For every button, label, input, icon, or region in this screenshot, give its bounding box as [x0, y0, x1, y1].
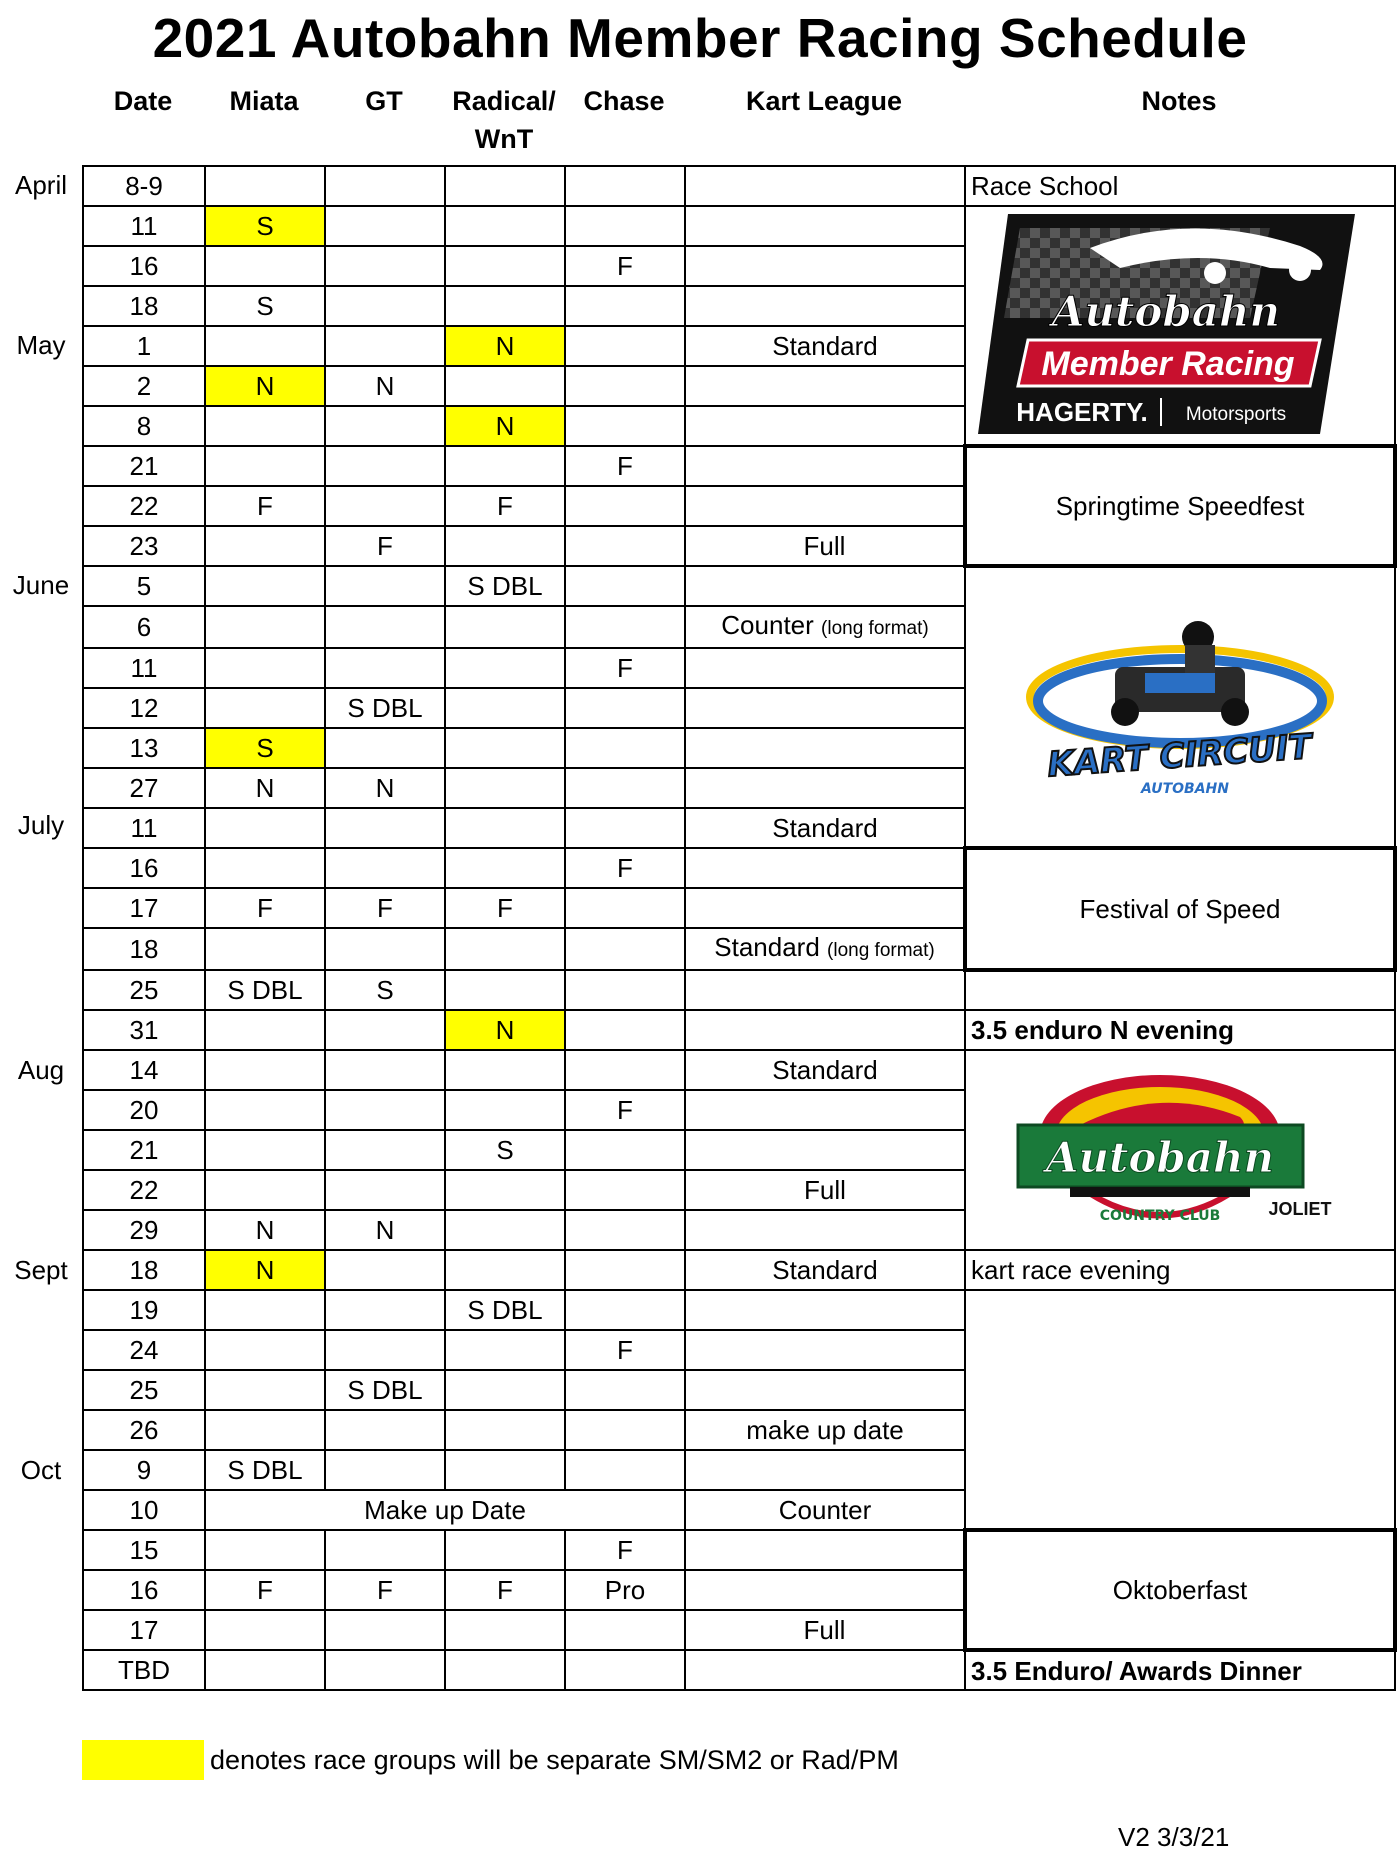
gt-cell — [325, 1130, 445, 1170]
gt-cell: N — [325, 1210, 445, 1250]
date-cell: 8 — [83, 406, 205, 446]
miata-cell — [205, 406, 325, 446]
radical-cell — [445, 1530, 565, 1570]
page-title: 2021 Autobahn Member Racing Schedule — [152, 7, 1248, 69]
legend-highlight-swatch — [82, 1740, 204, 1780]
radical-cell: N — [445, 326, 565, 366]
date-cell: 25 — [83, 970, 205, 1010]
chase-cell — [565, 888, 685, 928]
month-label: Aug — [17, 1055, 65, 1085]
kart-cell: Standard — [685, 1250, 965, 1290]
chase-cell — [565, 486, 685, 526]
miata-cell — [205, 648, 325, 688]
chase-cell — [565, 606, 685, 648]
header-notes: Notes — [1141, 86, 1217, 116]
gt-cell — [325, 848, 445, 888]
kart-value: Standard — [714, 932, 820, 962]
header-date: Date — [113, 86, 173, 116]
gt-cell — [325, 166, 445, 206]
table-row — [83, 1530, 1395, 1570]
kart-cell — [685, 1370, 965, 1410]
chase-cell — [565, 566, 685, 606]
miata-cell — [205, 1650, 325, 1690]
radical-cell: S DBL — [445, 1290, 565, 1330]
miata-cell: S — [205, 728, 325, 768]
kart-cell: Standard — [685, 326, 965, 366]
date-cell: 25 — [83, 1370, 205, 1410]
chase-cell — [565, 1010, 685, 1050]
radical-cell — [445, 970, 565, 1010]
date-cell: 26 — [83, 1410, 205, 1450]
kart-cell — [685, 768, 965, 808]
date-cell: 2 — [83, 366, 205, 406]
chase-cell: Pro — [565, 1570, 685, 1610]
miata-cell: N — [205, 1210, 325, 1250]
make-up-date-merged-cell: Make up Date — [205, 1490, 685, 1530]
kart-cell: Full — [685, 526, 965, 566]
chase-cell — [565, 1410, 685, 1450]
table-row — [83, 1050, 1395, 1090]
date-cell: 16 — [83, 246, 205, 286]
radical-cell — [445, 1610, 565, 1650]
miata-cell — [205, 1530, 325, 1570]
gt-cell — [325, 1330, 445, 1370]
chase-cell — [565, 1170, 685, 1210]
month-label: Oct — [20, 1455, 62, 1485]
kart-cell — [685, 1650, 965, 1690]
gt-cell — [325, 808, 445, 848]
month-label: July — [17, 810, 65, 840]
kart-cell — [685, 888, 965, 928]
month-label: Sept — [14, 1255, 68, 1285]
kart-cell — [685, 446, 965, 486]
chase-cell — [565, 166, 685, 206]
table-row — [83, 166, 1395, 206]
chase-cell — [565, 688, 685, 728]
gt-cell — [325, 1090, 445, 1130]
radical-cell: S DBL — [445, 566, 565, 606]
kart-cell — [685, 246, 965, 286]
gt-cell: N — [325, 366, 445, 406]
gt-cell — [325, 1610, 445, 1650]
header-radical — [444, 82, 564, 158]
kart-cell — [685, 406, 965, 446]
month-label: June — [12, 570, 70, 600]
miata-cell — [205, 688, 325, 728]
table-row — [83, 566, 1395, 606]
notes-cell-empty-block — [965, 1290, 1395, 1530]
miata-cell: S — [205, 206, 325, 246]
miata-cell — [205, 928, 325, 970]
radical-cell — [445, 648, 565, 688]
miata-cell — [205, 1410, 325, 1450]
kart-cell — [685, 1210, 965, 1250]
radical-cell — [445, 928, 565, 970]
miata-cell — [205, 446, 325, 486]
radical-cell — [445, 246, 565, 286]
notes-springtime-speedfest: Springtime Speedfest — [965, 446, 1395, 566]
kart-cell — [685, 286, 965, 326]
header-chase: Chase — [583, 86, 665, 116]
header-radical-line2: WnT — [474, 124, 534, 154]
date-cell: 9 — [83, 1450, 205, 1490]
miata-cell — [205, 1010, 325, 1050]
gt-cell — [325, 406, 445, 446]
kart-cell — [685, 366, 965, 406]
chase-cell — [565, 1210, 685, 1250]
date-cell: 18 — [83, 928, 205, 970]
header-kart-league: Kart League — [745, 86, 903, 116]
date-cell: 11 — [83, 808, 205, 848]
gt-cell: F — [325, 526, 445, 566]
kart-cell — [685, 1130, 965, 1170]
kart-format-note: (long format) — [821, 618, 929, 639]
radical-cell — [445, 688, 565, 728]
miata-cell — [205, 526, 325, 566]
radical-cell — [445, 286, 565, 326]
date-cell: 21 — [83, 1130, 205, 1170]
date-cell: 31 — [83, 1010, 205, 1050]
radical-cell — [445, 808, 565, 848]
miata-cell: S DBL — [205, 1450, 325, 1490]
radical-cell — [445, 1370, 565, 1410]
gt-cell: S DBL — [325, 1370, 445, 1410]
kart-cell — [685, 1450, 965, 1490]
date-cell: 17 — [83, 888, 205, 928]
radical-cell — [445, 446, 565, 486]
gt-cell — [325, 928, 445, 970]
radical-cell — [445, 526, 565, 566]
radical-cell: S — [445, 1130, 565, 1170]
date-cell: 22 — [83, 486, 205, 526]
date-cell: 18 — [83, 1250, 205, 1290]
date-cell: 22 — [83, 1170, 205, 1210]
miata-cell — [205, 1050, 325, 1090]
chase-cell — [565, 286, 685, 326]
kart-cell — [685, 970, 965, 1010]
kart-cell — [685, 206, 965, 246]
miata-cell — [205, 1130, 325, 1170]
chase-cell — [565, 326, 685, 366]
gt-cell — [325, 1290, 445, 1330]
miata-cell: N — [205, 768, 325, 808]
gt-cell: F — [325, 1570, 445, 1610]
chase-cell — [565, 970, 685, 1010]
gt-cell: N — [325, 768, 445, 808]
date-cell: 11 — [83, 206, 205, 246]
radical-cell — [445, 768, 565, 808]
chase-cell — [565, 728, 685, 768]
kart-cell: Counter — [685, 1490, 965, 1530]
miata-cell: F — [205, 486, 325, 526]
chase-cell — [565, 1370, 685, 1410]
chase-cell — [565, 366, 685, 406]
radical-cell — [445, 1210, 565, 1250]
miata-cell: S DBL — [205, 970, 325, 1010]
miata-cell — [205, 246, 325, 286]
kart-format-note: (long format) — [827, 940, 935, 961]
kart-cell: Full — [685, 1170, 965, 1210]
miata-cell — [205, 1290, 325, 1330]
gt-cell — [325, 206, 445, 246]
gt-cell: S DBL — [325, 688, 445, 728]
radical-cell: F — [445, 1570, 565, 1610]
notes-cell: Race School — [965, 166, 1395, 206]
chase-cell — [565, 928, 685, 970]
chase-cell — [565, 1250, 685, 1290]
table-row — [83, 206, 1395, 246]
date-cell: 14 — [83, 1050, 205, 1090]
date-cell: 5 — [83, 566, 205, 606]
gt-cell — [325, 246, 445, 286]
date-cell: 18 — [83, 286, 205, 326]
date-cell: 12 — [83, 688, 205, 728]
header-miata: Miata — [229, 86, 299, 116]
kart-cell — [685, 1090, 965, 1130]
gt-cell — [325, 286, 445, 326]
kart-circuit-logo — [1020, 607, 1340, 807]
chase-cell — [565, 1290, 685, 1330]
chase-cell — [565, 1050, 685, 1090]
kart-cell: Full — [685, 1610, 965, 1650]
date-cell: 19 — [83, 1290, 205, 1330]
miata-cell — [205, 326, 325, 366]
table-row — [83, 1290, 1395, 1330]
date-cell: 16 — [83, 1570, 205, 1610]
joliet-text: JOLIET — [1268, 1199, 1332, 1219]
miata-cell — [205, 848, 325, 888]
miata-cell — [205, 606, 325, 648]
radical-cell — [445, 1450, 565, 1490]
kart-value: Counter — [721, 610, 814, 640]
kart-cell — [685, 848, 965, 888]
kart-cell — [685, 728, 965, 768]
kart-cell: Standard — [685, 1050, 965, 1090]
miata-cell: F — [205, 1570, 325, 1610]
miata-cell: N — [205, 366, 325, 406]
miata-cell — [205, 1370, 325, 1410]
date-cell: 6 — [83, 606, 205, 648]
gt-cell — [325, 1170, 445, 1210]
kart-cell: make up date — [685, 1410, 965, 1450]
kart-cell — [685, 688, 965, 728]
chase-cell — [565, 206, 685, 246]
date-cell: 17 — [83, 1610, 205, 1650]
gt-cell — [325, 1010, 445, 1050]
month-label: May — [16, 330, 66, 360]
kart-cell — [685, 606, 965, 648]
month-label: April — [14, 170, 67, 200]
date-cell: 24 — [83, 1330, 205, 1370]
miata-cell — [205, 1330, 325, 1370]
gt-cell — [325, 1250, 445, 1290]
chase-cell — [565, 1130, 685, 1170]
miata-cell — [205, 1090, 325, 1130]
logo-text-motorsports: Motorsports — [1185, 403, 1287, 425]
radical-cell — [445, 606, 565, 648]
kart-cell — [685, 1290, 965, 1330]
kart-cell — [685, 566, 965, 606]
radical-cell — [445, 1170, 565, 1210]
chase-cell: F — [565, 1330, 685, 1370]
chase-cell — [565, 1450, 685, 1490]
notes-cell-empty — [965, 970, 1395, 1010]
date-cell: 8-9 — [83, 166, 205, 206]
chase-cell: F — [565, 446, 685, 486]
header-radical-line1: Radical/ — [452, 86, 556, 116]
radical-cell — [445, 1650, 565, 1690]
legend-text: denotes race groups will be separate SM/SM2 or Rad/PM — [210, 1745, 899, 1775]
chase-cell: F — [565, 1090, 685, 1130]
radical-cell: N — [445, 1010, 565, 1050]
date-cell: 23 — [83, 526, 205, 566]
kart-cell: Standard — [685, 808, 965, 848]
notes-festival-of-speed: Festival of Speed — [965, 848, 1395, 970]
kart-cell — [685, 1330, 965, 1370]
chase-cell — [565, 526, 685, 566]
kart-circuit-subtext: AUTOBAHN — [1141, 781, 1229, 797]
gt-cell — [325, 326, 445, 366]
gt-cell — [325, 446, 445, 486]
gt-cell: F — [325, 888, 445, 928]
gt-cell — [325, 1450, 445, 1490]
miata-cell: N — [205, 1250, 325, 1290]
gt-cell — [325, 1530, 445, 1570]
miata-cell: S — [205, 286, 325, 326]
date-cell: 21 — [83, 446, 205, 486]
gt-cell — [325, 728, 445, 768]
date-cell: 27 — [83, 768, 205, 808]
radical-cell — [445, 1090, 565, 1130]
kart-cell — [685, 486, 965, 526]
radical-cell: F — [445, 888, 565, 928]
kart-cell — [685, 1530, 965, 1570]
miata-cell — [205, 166, 325, 206]
chase-cell: F — [565, 848, 685, 888]
radical-cell — [445, 848, 565, 888]
logo-text-autobahn: Autobahn — [1051, 286, 1281, 336]
logo-text-member-racing: Member Racing — [1041, 344, 1295, 383]
gt-cell — [325, 566, 445, 606]
chase-cell — [565, 1610, 685, 1650]
radical-cell — [445, 166, 565, 206]
miata-cell — [205, 566, 325, 606]
date-cell: 13 — [83, 728, 205, 768]
gt-cell — [325, 648, 445, 688]
radical-cell — [445, 366, 565, 406]
date-cell: 16 — [83, 848, 205, 888]
gt-cell — [325, 1050, 445, 1090]
notes-oktoberfast: Oktoberfast — [965, 1530, 1395, 1650]
kart-cell — [685, 1570, 965, 1610]
radical-cell — [445, 1050, 565, 1090]
kart-circuit-text: KART CIRCUIT — [1046, 726, 1313, 786]
table-row — [83, 970, 1395, 1010]
date-cell: 10 — [83, 1490, 205, 1530]
autobahn-country-club-logo — [1010, 1055, 1350, 1245]
logo-text-hagerty: HAGERTY. — [1016, 396, 1148, 427]
date-cell: 20 — [83, 1090, 205, 1130]
header-gt: GT — [365, 86, 403, 116]
date-cell: 1 — [83, 326, 205, 366]
chase-cell — [565, 808, 685, 848]
member-racing-logo-cell — [965, 206, 1395, 446]
kart-cell — [685, 166, 965, 206]
chase-cell — [565, 768, 685, 808]
kart-cell — [685, 1010, 965, 1050]
date-cell: 15 — [83, 1530, 205, 1570]
radical-cell: F — [445, 486, 565, 526]
chase-cell: F — [565, 648, 685, 688]
chase-cell: F — [565, 1530, 685, 1570]
autobahn-member-racing-logo — [970, 208, 1390, 444]
radical-cell — [445, 1330, 565, 1370]
radical-cell — [445, 1250, 565, 1290]
radical-cell — [445, 1410, 565, 1450]
schedule-table — [82, 165, 1397, 1691]
country-club-autobahn-text: Autobahn — [1045, 1133, 1275, 1182]
miata-cell — [205, 1170, 325, 1210]
gt-cell — [325, 486, 445, 526]
miata-cell: F — [205, 888, 325, 928]
country-club-text: COUNTRY CLUB — [1099, 1208, 1221, 1224]
radical-cell — [445, 206, 565, 246]
radical-cell — [445, 728, 565, 768]
table-row — [83, 848, 1395, 888]
chase-cell — [565, 406, 685, 446]
date-cell: TBD — [83, 1650, 205, 1690]
gt-cell: S — [325, 970, 445, 1010]
notes-enduro-evening: 3.5 enduro N evening — [965, 1010, 1395, 1050]
gt-cell — [325, 1650, 445, 1690]
notes-kart-race-evening: kart race evening — [965, 1250, 1395, 1290]
chase-cell: F — [565, 246, 685, 286]
table-row — [83, 1010, 1395, 1050]
date-cell: 29 — [83, 1210, 205, 1250]
chase-cell — [565, 1650, 685, 1690]
kart-cell — [685, 928, 965, 970]
kart-cell — [685, 648, 965, 688]
miata-cell — [205, 808, 325, 848]
gt-cell — [325, 606, 445, 648]
kart-circuit-logo-cell — [965, 566, 1395, 848]
table-row — [83, 1650, 1395, 1690]
date-cell: 11 — [83, 648, 205, 688]
notes-awards-dinner: 3.5 Enduro/ Awards Dinner — [965, 1650, 1395, 1690]
gt-cell — [325, 1410, 445, 1450]
version-label: V2 3/3/21 — [1118, 1822, 1230, 1852]
country-club-logo-cell — [965, 1050, 1395, 1250]
table-row — [83, 1250, 1395, 1290]
miata-cell — [205, 1610, 325, 1650]
radical-cell: N — [445, 406, 565, 446]
table-row — [83, 446, 1395, 486]
